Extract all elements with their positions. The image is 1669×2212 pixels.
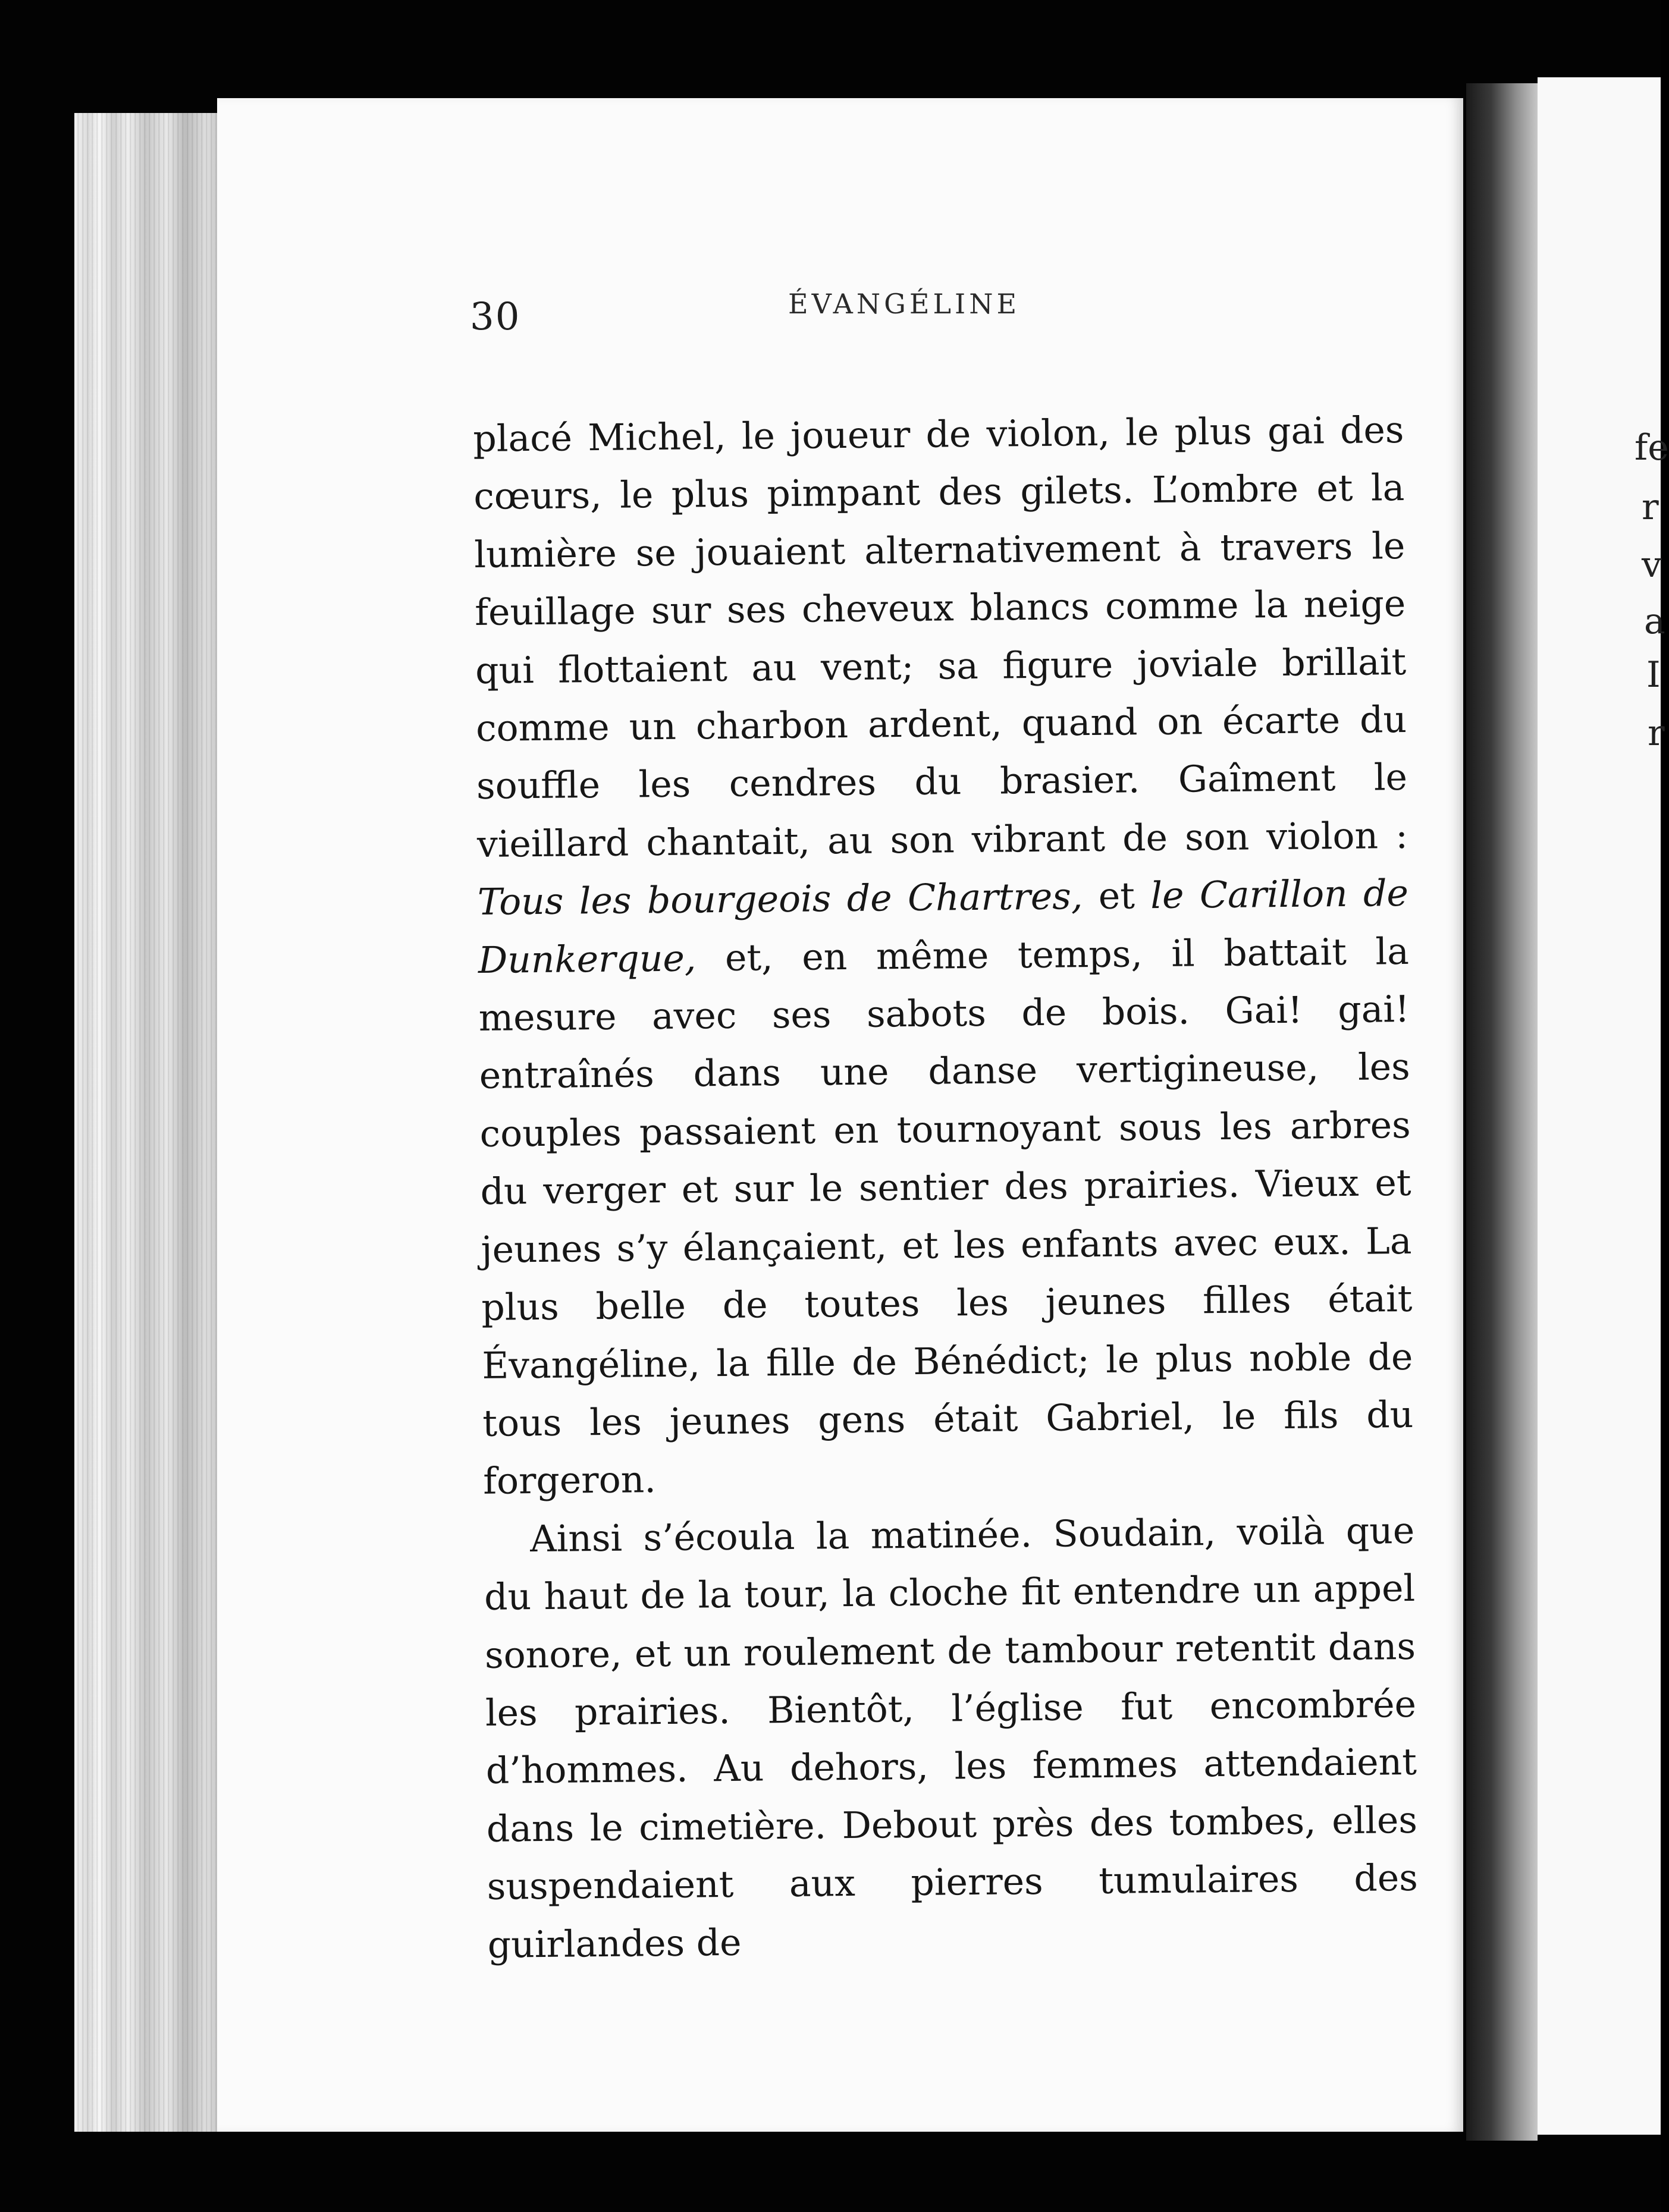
song-title: le Carillon de Dunkerque, [478,872,1409,982]
facing-page-fragment: r [1642,486,1659,528]
song-title: Tous les bourgeois de Chartres, [477,875,1083,924]
paragraph-text: et, en même temps, il battait la mesure avec ses sabots de bois. Gai! gai! entraînés dans une danse vertigineuse, les couples passaient en tournoyant sous les arbres du verger et sur le sentier des prairies. Vieux et jeunes s’y élançaient, et les enfants avec eux. La plus belle de toutes les jeunes filles était Évangéline, la fille de Bénédict; le plus noble de tous les jeunes gens était Gabriel, le fils du forgeron. [478,929,1414,1503]
paragraph [473,401,1414,1511]
paragraph: Ainsi s’écoula la matinée. Soudain, voilà que du haut de la tour, la cloche fit entendre un appel sonore, et un roulement de tambour retentit dans les prairies. Bientôt, l’église fut encombrée d’hommes. Au dehors, les femmes attendaient dans le cimetière. Debout près des tombes, elles suspendaient aux pierres tumulaires des guirlandes de [484,1509,1419,1966]
page-number: 30 [470,295,521,339]
facing-page-fragment: r [1648,712,1665,754]
facing-page-fragment: v [1642,544,1662,586]
book-gutter [1466,83,1538,2141]
facing-page [1538,77,1661,2135]
page-body-text [473,401,1419,1966]
facing-page-fragment: a [1644,601,1665,642]
paragraph-text: et [1082,874,1151,918]
facing-page-fragment: I [1646,654,1661,696]
facing-page-fragment: fe [1635,427,1669,469]
paragraph-text: placé Michel, le joueur de violon, le plus gai des cœurs, le plus pimpant des gilets. L’ombre et la lumière se jouaient alternativement à travers le feuillage sur ses cheveux blancs comme la neige qui flottaient au vent; sa figure joviale brillait comme un charbon ardent, quand on écarte du souffle les cendres du brasier. Gaîment le vieillard chantait, au son vibrant de son violon : [473,408,1408,866]
running-title: ÉVANGÉLINE [788,288,1021,320]
